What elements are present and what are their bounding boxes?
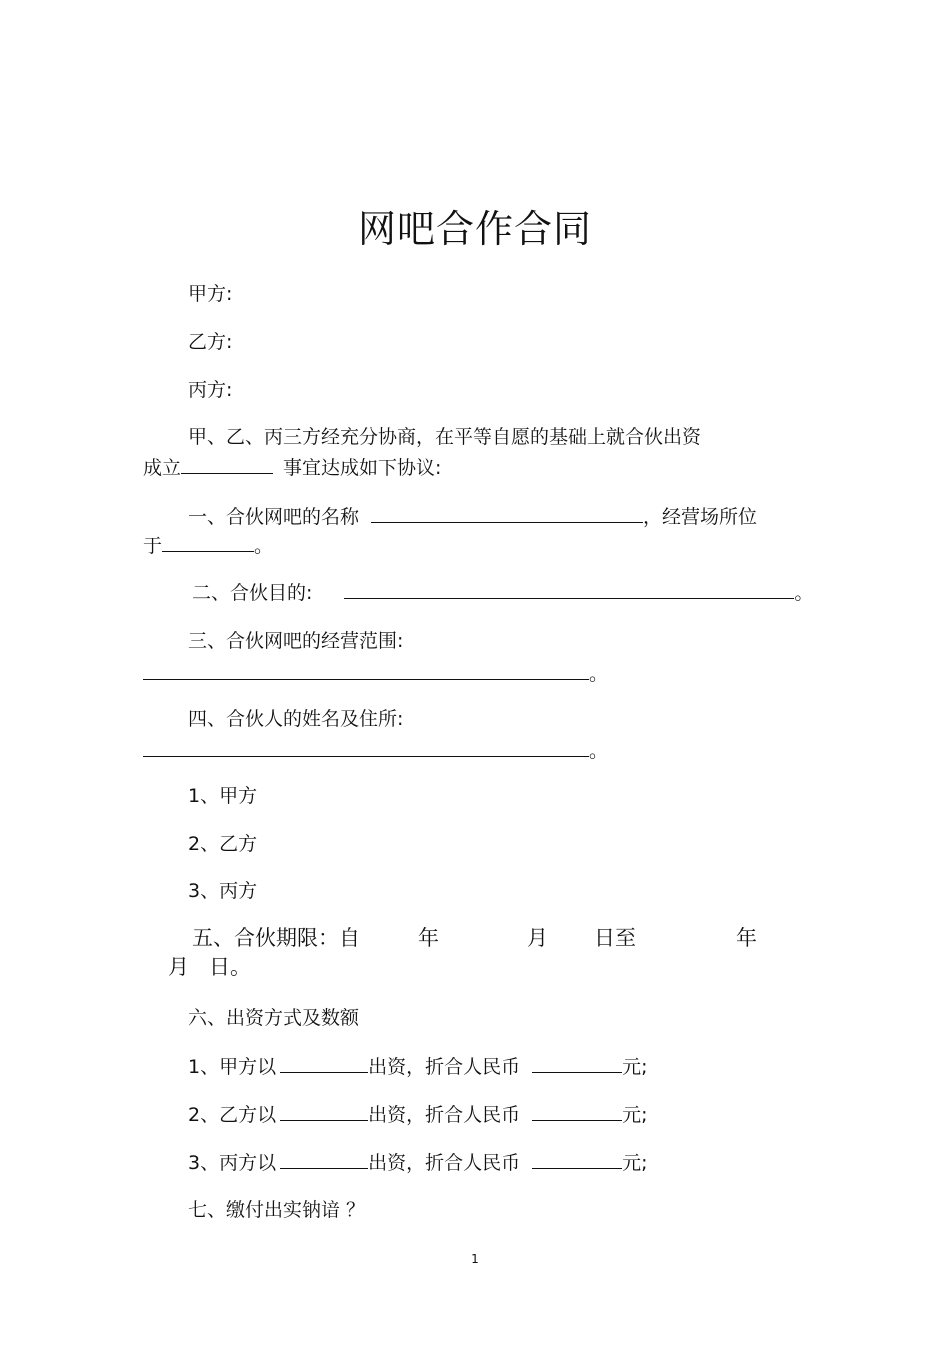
section-7-label: 七、缴付出实钠谙 ？: [188, 1199, 366, 1221]
intro-line-2-pre: 成立: [143, 457, 182, 479]
intro-line-2: [143, 455, 441, 480]
section-5-label: 五、合伙期限：自: [192, 926, 360, 950]
document-title: 网吧合作合同: [357, 207, 592, 251]
start-year-label: 年: [418, 926, 439, 950]
period-mark: 。: [589, 740, 609, 762]
party-a-label: 甲方:: [188, 283, 233, 305]
investment-b-line: [188, 1102, 648, 1127]
partner-a-item: 1、甲方: [188, 785, 258, 807]
investment-c-label: 3、丙方以: [188, 1152, 277, 1174]
end-month-label: 月: [168, 955, 189, 979]
investment-a-amount-blank[interactable]: [532, 1054, 622, 1073]
section-1-label: 一、合伙网吧的名称: [188, 506, 360, 528]
section-4-label: 四、合伙人的姓名及住所:: [188, 708, 404, 730]
investment-a-label: 1、甲方以: [188, 1056, 277, 1078]
section-1-line-1: [188, 504, 757, 529]
intro-line-2-post: 事宜达成如下协议:: [283, 457, 442, 479]
investment-b-amount-blank[interactable]: [532, 1102, 622, 1121]
section-2-line: [192, 580, 813, 605]
party-b-label: 乙方:: [188, 331, 233, 353]
section-1-location-label: ，经营场所位: [643, 506, 758, 528]
purpose-blank[interactable]: [344, 580, 794, 599]
investment-c-amount-blank[interactable]: [532, 1150, 622, 1169]
start-month-label: 月: [527, 926, 548, 950]
section-3-blank-line: [143, 661, 608, 686]
section-1-line-2-pre: 于: [143, 535, 163, 557]
investment-mid-text: 出资，折合人民币: [368, 1152, 521, 1174]
page-number: 1: [471, 1252, 479, 1266]
partner-b-item: 2、乙方: [188, 833, 258, 855]
investment-b-label: 2、乙方以: [188, 1104, 277, 1126]
investment-c-line: [188, 1150, 648, 1175]
currency-unit: 元;: [622, 1152, 648, 1174]
scope-blank[interactable]: [143, 661, 589, 680]
intro-line-1: 甲、乙、丙三方经充分协商，在平等自愿的基础上就合伙出资: [188, 426, 702, 448]
currency-unit: 元;: [622, 1056, 648, 1078]
period-mark: 。: [589, 663, 609, 685]
business-name-blank[interactable]: [181, 455, 273, 474]
end-year-label: 年: [736, 926, 757, 950]
period-mark: 。: [254, 535, 274, 557]
cafe-name-blank[interactable]: [371, 504, 643, 523]
party-c-label: 丙方:: [188, 379, 233, 401]
investment-a-line: [188, 1054, 648, 1079]
section-5-line-2: [168, 955, 251, 979]
currency-unit: 元;: [622, 1104, 648, 1126]
start-day-to-label: 日至: [594, 926, 636, 950]
section-1-line-2: [143, 533, 273, 558]
end-day-label: 日。: [209, 955, 251, 979]
investment-mid-text: 出资，折合人民币: [368, 1104, 521, 1126]
period-mark: 。: [794, 582, 814, 604]
investment-b-method-blank[interactable]: [280, 1102, 368, 1121]
partners-blank[interactable]: [143, 738, 589, 757]
section-3-label: 三、合伙网吧的经营范围:: [188, 630, 404, 652]
location-blank[interactable]: [162, 533, 254, 552]
investment-a-method-blank[interactable]: [280, 1054, 368, 1073]
investment-c-method-blank[interactable]: [280, 1150, 368, 1169]
section-2-label: 二、合伙目的:: [192, 582, 313, 604]
partner-c-item: 3、丙方: [188, 880, 258, 902]
investment-mid-text: 出资，折合人民币: [368, 1056, 521, 1078]
section-4-blank-line: [143, 738, 608, 763]
section-5-line-1: [192, 926, 757, 950]
section-6-label: 六、出资方式及数额: [188, 1007, 360, 1029]
